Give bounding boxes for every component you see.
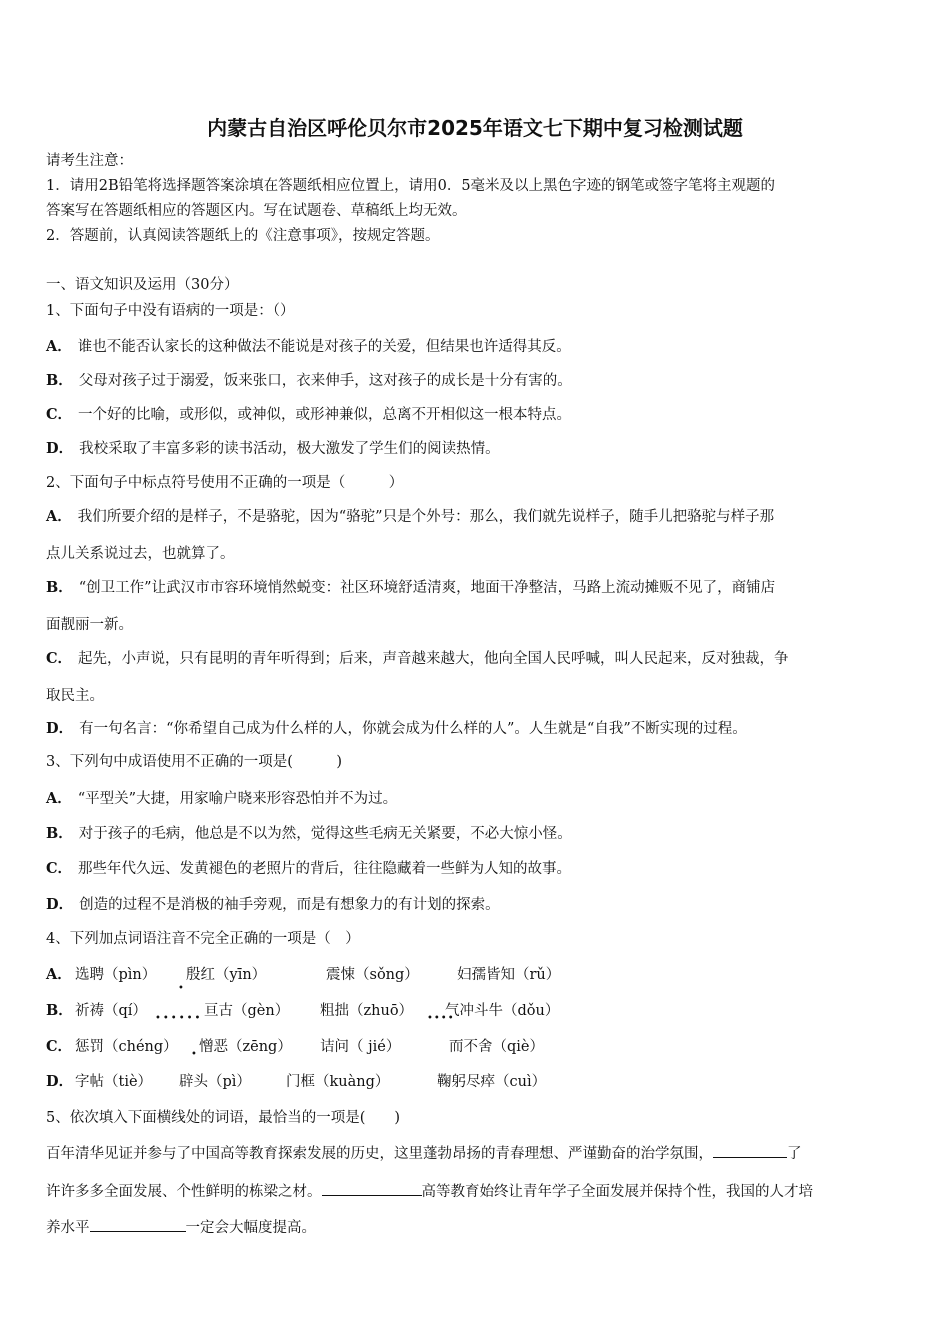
option-text: 谁也不能否认家长的这种做法不能说是对孩子的关爱，但结果也许适得其反。	[77, 339, 571, 355]
option-letter: B．	[46, 579, 73, 596]
question-5-stem: 5、依次填入下面横线处的词语，最恰当的一项是( )	[46, 1110, 401, 1126]
question-4-row-d-item-4: 鞠躬尽瘁（cuì）	[437, 1074, 547, 1090]
option-text: 那些年代久远、发黄褪色的老照片的背后，往往隐藏着一些鲜为人知的故事。	[78, 861, 572, 877]
question-4-stem: 4、下列加点词语注音不完全正确的一项是（ ）	[46, 931, 360, 947]
question-5-passage-line-2	[46, 1181, 813, 1202]
question-2-stem: 2、下面句子中标点符号使用不正确的一项是（ ）	[46, 475, 404, 491]
question-4-row-c-item-4: 而不舍（qiè）	[449, 1039, 545, 1055]
question-1-option-d	[46, 439, 500, 459]
question-3-stem: 3、下列句中成语使用不正确的一项是( )	[46, 754, 343, 770]
option-text: 对于孩子的毛病，他总是不以为然，觉得这些毛病无关紧要，不必大惊小怪。	[78, 826, 572, 842]
question-4-row-d-letter: D．	[46, 1073, 74, 1090]
option-text: 父母对孩子过于溺爱，饭来张口，衣来伸手，这对孩子的成长是十分有害的。	[78, 373, 572, 389]
fill-blank-2[interactable]	[322, 1181, 422, 1196]
option-letter: D．	[46, 720, 74, 737]
question-4-row-c-letter: C．	[46, 1038, 73, 1055]
question-4-row-b-item-1: 祈祷（qí）	[75, 1003, 147, 1019]
question-2-option-a-line-2: 点儿关系说过去，也就算了。	[46, 546, 235, 562]
question-4-row-b-item-3: 粗拙（zhuō）	[320, 1003, 414, 1019]
question-4-row-a-item-4: 妇孺皆知（rǔ）	[457, 967, 561, 983]
question-3-option-d	[46, 895, 500, 915]
emphasis-dot: •	[191, 1049, 197, 1060]
question-2-option-d	[46, 719, 747, 739]
option-letter: A．	[46, 338, 72, 355]
option-letter: C．	[46, 406, 73, 423]
question-4-row-a-item-3: 震悚（sǒng）	[326, 967, 419, 983]
question-5-passage-line-1	[46, 1143, 802, 1164]
page-title: 内蒙古自治区呼伦贝尔市2025年语文七下期中复习检测试题	[207, 116, 743, 140]
passage-text: 一定会大幅度提高。	[185, 1220, 316, 1236]
question-4-row-c-item-2: 憎恶（zēng）	[199, 1039, 292, 1055]
option-letter: D．	[46, 440, 74, 457]
question-4-row-d-item-3: 门框（kuàng）	[286, 1074, 390, 1090]
question-3-option-b	[46, 824, 572, 844]
notice-heading: 请考生注意：	[46, 153, 133, 169]
question-1-option-b	[46, 371, 572, 391]
notice-item-1-line-1: 1．请用2B铅笔将选择题答案涂填在答题纸相应位置上，请用0．5毫米及以上黑色字迹的钢笔或签字笔将主观题的	[46, 178, 776, 194]
passage-text: 百年清华见证并参与了中国高等教育探索发展的历史，这里蓬勃昂扬的青春理想、严谨勤奋的治学氛围，	[46, 1146, 713, 1162]
emphasis-dots: ••••••	[155, 1013, 203, 1024]
question-3-option-c	[46, 859, 571, 879]
question-3-option-a	[46, 789, 397, 809]
question-4-row-a-item-1: 选聘（pìn）	[75, 967, 157, 983]
question-2-option-a-line-1	[46, 507, 774, 527]
option-letter: D．	[46, 896, 74, 913]
passage-text: 高等教育始终让青年学子全面发展并保持个性，我国的人才培	[421, 1184, 813, 1200]
fill-blank-1[interactable]	[713, 1143, 787, 1158]
fill-blank-3[interactable]	[90, 1217, 186, 1232]
question-2-option-c-line-1	[46, 649, 789, 669]
question-4-row-a-item-2: 殷红（yīn）	[186, 967, 267, 983]
emphasis-dots: ••••	[427, 1013, 455, 1024]
option-text: 我校采取了丰富多彩的读书活动，极大激发了学生们的阅读热情。	[79, 441, 500, 457]
question-1-option-c	[46, 405, 571, 425]
option-text: 起先，小声说，只有昆明的青年听得到；后来，声音越来越大，他向全国人民呼喊，叫人民起来，反对独裁，争	[78, 651, 789, 667]
question-4-row-b-item-4: 气冲斗牛（dǒu）	[445, 1003, 560, 1019]
question-4-row-c-item-3: 诘问（ jié）	[320, 1039, 401, 1055]
question-4-row-c-item-1: 惩罚（chéng）	[75, 1039, 178, 1055]
question-4-row-d-item-2: 辟头（pì）	[179, 1074, 251, 1090]
question-2-option-c-line-2: 取民主。	[46, 688, 104, 704]
option-text: 创造的过程不是消极的袖手旁观，而是有想象力的有计划的探索。	[79, 897, 500, 913]
section-heading: 一、语文知识及运用（30分）	[46, 277, 239, 293]
notice-item-2: 2．答题前，认真阅读答题纸上的《注意事项》，按规定答题。	[46, 228, 440, 244]
question-2-option-b-line-1	[46, 578, 775, 598]
notice-item-1-line-2: 答案写在答题纸相应的答题区内。写在试题卷、草稿纸上均无效。	[46, 203, 467, 219]
passage-text: 了	[787, 1146, 802, 1162]
question-4-row-b-letter: B．	[46, 1002, 73, 1019]
option-text: 有一句名言：“你希望自己成为什么样的人，你就会成为什么样的人”。人生就是“自我”不断实现的过程。	[79, 721, 747, 737]
question-1-option-a	[46, 337, 571, 357]
question-4-row-b-item-2: 亘古（gèn）	[204, 1003, 290, 1019]
option-text: “平型关”大捷，用家喻户晓来形容恐怕并不为过。	[77, 791, 398, 807]
option-letter: B．	[46, 825, 73, 842]
emphasis-dot: •	[178, 983, 184, 994]
question-1-stem: 1、下面句子中没有语病的一项是：（）	[46, 303, 295, 319]
option-letter: C．	[46, 860, 73, 877]
option-letter: B．	[46, 372, 73, 389]
option-text: 一个好的比喻，或形似，或神似，或形神兼似，总离不开相似这一根本特点。	[78, 407, 572, 423]
option-letter: A．	[46, 508, 72, 525]
option-text: 我们所要介绍的是样子，不是骆驼，因为“骆驼”只是个外号：那么，我们就先说样子，随手儿把骆驼与样子那	[77, 509, 775, 525]
question-5-passage-line-3	[46, 1217, 316, 1238]
passage-text: 许许多多全面发展、个性鲜明的栋梁之材。	[46, 1184, 322, 1200]
passage-text: 养水平	[46, 1220, 90, 1236]
question-4-row-a-letter: A．	[46, 966, 72, 983]
question-4-row-d-item-1: 字帖（tiè）	[75, 1074, 153, 1090]
option-text: “创卫工作”让武汉市市容环境悄然蜕变：社区环境舒适清爽，地面干净整洁，马路上流动摊贩不见了，商铺店	[78, 580, 776, 596]
option-letter: C．	[46, 650, 73, 667]
option-letter: A．	[46, 790, 72, 807]
question-2-option-b-line-2: 面靓丽一新。	[46, 617, 133, 633]
